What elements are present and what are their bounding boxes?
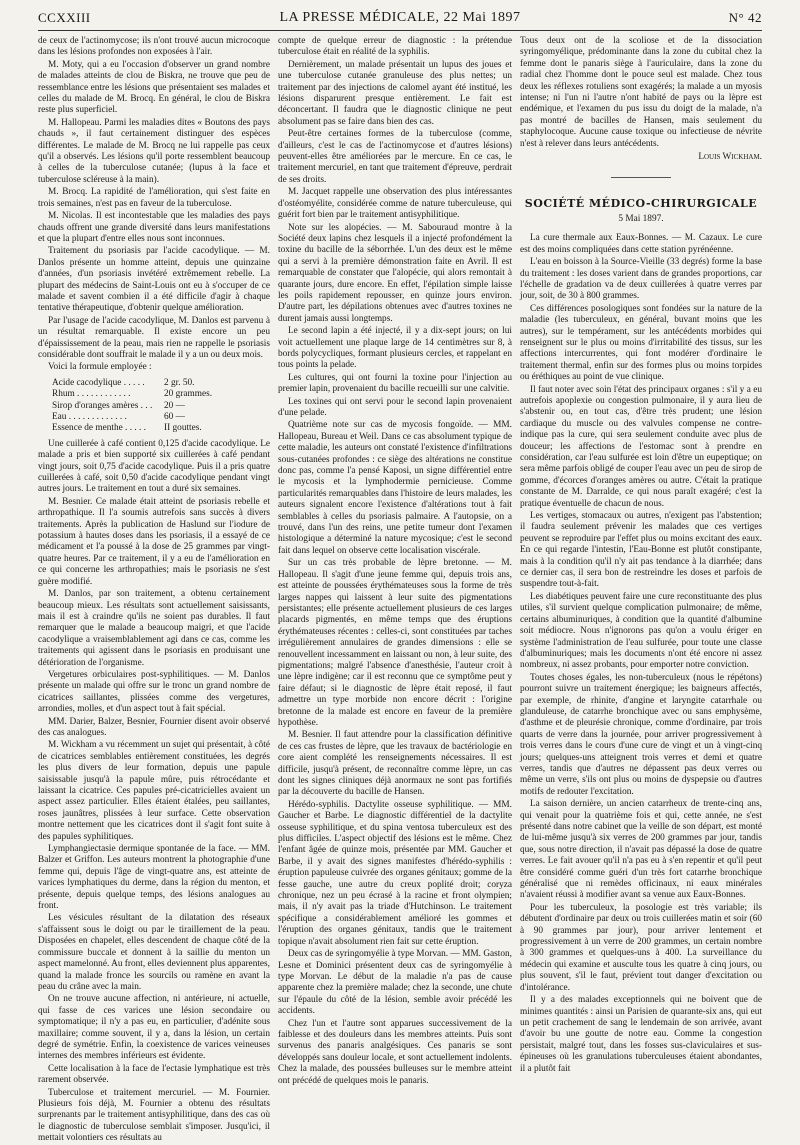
formula-item: Acide cacodylique . . . . . xyxy=(52,377,145,388)
formula-item: Sirop d'oranges amères . . . xyxy=(52,400,153,411)
article-lymphangiectasie: Lymphangiectasie dermique spontanée de la face. — MM. Balzer et Griffon. Les auteurs montrent la photographie d'une femme qui, depuis l'âge de vingt-quatre ans, est atteinte de varices lymphatiques du derme, dans la région du menton, et présente, depuis quelque temps, des lésions analogues au front. xyxy=(38,844,270,912)
paragraph: Ces différences posologiques sont fondées sur la nature de la maladie (les tuberculeux, en général, buvant moins que les autres), sur le tempérament, sur les antécédents morbides qui renseignent sur le plus ou moins d'irritabilité des tissus, sur les affections intercurrentes, qui font modérer d'ordinaire le traitement thermal, enfin sur des formes plus ou moins torpides ou éréthiques au point de vue clinique. xyxy=(520,303,762,383)
divider xyxy=(611,177,671,178)
paragraph: compte de quelque erreur de diagnostic : la prétendue tuberculose était en réalité de la syphilis. xyxy=(278,36,512,58)
paragraph: Les diabétiques peuvent faire une cure reconstituante des plus utiles, s'il survient quelque complication pulmonaire; de même, certains albuminuriques, à condition que la quantité d'albumine soit médiocre. Nous n'ignorons pas qu'on a voulu ériger en système l'administration de l'eau sulfurée, pour toute une classe d'albuminuriques; mais les documents n'ont été encore ni assez nombreux, ni assez probants, pour emporter notre conviction. xyxy=(520,591,762,671)
paragraph: Les cultures, qui ont fourni la toxine pour l'injection au premier lapin, provenaient du bacille recueilli sur une calvitie. xyxy=(278,372,512,395)
formula-item: Eau . . . . . . . . . . . . . xyxy=(52,412,127,422)
paragraph: Les vésicules résultant de la dilatation des réseaux s'affaissent sous le doigt ou par le tiraillement de la peau. Disposées en chapelet, elles descendent de chaque côté de la commissure buccale et donnent à la saillie du menton un aspect mamelonné. Au front, elles deviennent plus apparentes, quand la malade fronce les sourcils ou ramène en avant la peau du crâne avec la main. xyxy=(38,913,270,992)
article-alopecies: Note sur les alopécies. — M. Sabouraud montre à la Société deux lapins chez lesquels il a injecté profondément la toxine du bacille de la séborrhée. L'un des deux est le même qui a servi à la première démonstration faite en Avril. Il est remarquable de constater que l'alopécie, qui alors remontait à quarante jours, dure encore. En effet, l'épilation simple laisse les poils rapidement repousser, en quinze jours environ. D'autre part, les dépilations obtenues avec d'autres toxines ne durent jamais aussi longtemps. xyxy=(278,222,512,324)
section-heading: SOCIÉTÉ MÉDICO-CHIRURGICALE xyxy=(524,197,758,211)
paragraph: Tous deux ont de la scoliose et de la dissociation syringomyélique, prédominante dans la zone du cubital chez la femme dont le panaris siège à l'auriculaire, dans la zone du radial chez l'homme dont le pouce seul est malade. Chez tous deux les réflexes rotuliens sont exagérés; la malade a un myosis intense; ni l'un ni l'autre n'ont habité de pays ou la lèpre est endémique, et l'examen du pus issu du doigt de la malade, n'a pas montré de bacilles de Hansen, mais seulement du staphylocoque. Aucune cause toxique ou infectieuse de névrite n'est à relever dans leurs antécédents. xyxy=(520,36,762,149)
issue-number: N° 42 xyxy=(728,10,762,25)
paragraph: Dernièrement, un malade présentait un lupus des joues et une tuberculose cutanée granuleuse des plus nettes; un traitement par des injections de calomel ayant été institué, les lésions disparurent presque entièrement. Le fait est déconcertant. Il faudra que le diagnostic clinique ne peut absolument pas se faire dans bien des cas. xyxy=(278,59,512,127)
column-1 xyxy=(38,36,270,1144)
formula-row xyxy=(52,412,220,423)
paragraph: Peut-être certaines formes de la tuberculose (comme, d'ailleurs, c'est le cas de l'actinomycose et d'autres lésions) peuvent-elles être améliorées par le mercure. En ce cas, le traitement mercuriel, en tant que traitement d'épreuve, perdrait de ses droits. xyxy=(278,129,512,185)
paragraph: Le second lapin a été injecté, il y a dix-sept jours; on lui voit actuellement une plaque large de 14 centimètres sur 8, à bords polycycliques, formant plusieurs cercles, et rappelant en tous points la pelade. xyxy=(278,326,512,371)
paragraph: Toutes choses égales, les non-tuberculeux (nous le répétons) pourront suivre un traitement énergique; les baigneurs affectés, par exemple, de rhinite, d'angine et laryngite catarrhale ou glanduleuse, de catarrhe bronchique avec ou sans emphysème, d'asthme et de pleurésie chronique, comme d'ordinaire, par trois quarts de verre dans la journée, pour arriver progressivement à trois verres dans le cours d'une cure de vingt et un à vingt-cinq jours; quelques-uns atteignent trois verres et demi et quatre verres, tandis que d'autres ne dépassent pas deux verres ou même un verre, s'ils ont plus ou moins de dyspepsie ou d'autres motifs de redouter l'excitation. xyxy=(520,672,762,797)
prescription-formula xyxy=(52,378,270,435)
paragraph: M. Jacquet rappelle une observation des plus intéressantes d'ostéomyélite, considérée comme de nature tuberculeuse, qui guérit fort bien par le traitement antisyphilitique. xyxy=(278,187,512,221)
journal-title-date: LA PRESSE MÉDICALE, 22 Mai 1897 xyxy=(279,10,521,25)
paragraph: Une cuillerée à café contient 0,125 d'acide cacodylique. Le malade a pris et bien supporté six cuillerées à café pendant vingt jours, soit 0,75 d'acide cacodylique. Puis il a pris quatre cuillerées à café, soit 0,50 d'acide cacodylique pendant vingt autres jours. Le traitement en tout a duré six semaines. xyxy=(38,438,270,495)
article-syringomyelie: Deux cas de syringomyélie à type Morvan. — MM. Gaston, Lesne et Dominici présentent deux cas de syringomyélie à type Morvan. Le début de la maladie n'a pas de cause apparente chez la première malade; chez la seconde, une chute sur l'épaule du côté de la lésion, semble avoir précédé les accidents. xyxy=(278,949,512,1017)
column-3 xyxy=(520,36,762,1110)
paragraph: M. Nicolas. Il est incontestable que les maladies des pays chauds offrent une grande diversité dans leurs manifestations et que la plupart d'entre elles nous sont inconnues. xyxy=(38,211,270,244)
paragraph: L'eau en boisson à la Source-Vieille (33 degrés) forme la base du traitement : les doses varient dans de grandes proportions, car l'échelle de gradation va de deux cuillerées à quatre verres par jour, soit, de 30 à 800 grammes. xyxy=(520,257,762,302)
paragraph: MM. Darier, Balzer, Besnier, Fournier disent avoir observé des cas analogues. xyxy=(38,716,270,738)
paragraph: La saison dernière, un ancien catarrheux de trente-cinq ans, qui venait pour la quatrième fois et qui, cette année, ne s'est présenté dans notre cabinet que la veille de son départ, est monté de lui-même jusqu'à six verres de 200 grammes par jour, tandis que, sous notre direction, il n'avait pas dépassé la dose de quatre verres. Le fait avouer qu'il n'a pas eu à s'en repentir et qu'il peut être considéré comme guéri d'un très fort catarrhe bronchique généralisé que ni remèdes officinaux, ni eaux minérales n'avaient réussi à modifier avant sa venue aux Eaux-Bonnes. xyxy=(520,799,762,901)
article-heredo-syphilis: Hérédo-syphilis. Dactylite osseuse syphilitique. — MM. Gaucher et Barbe. Le diagnostic différentiel de la dactylite osseuse syphilitique, et du spina ventosa tuberculeux est des plus difficiles. L'aspect objectif des lésions est le même. Chez l'enfant âgée de quinze mois, présentée par MM. Gaucher et Barbe, il y avait des signes manifestes d'hérédo-syphilis : éruption papuleuse cuivrée des organes génitaux; gomme de la fesse gauche, une autre du creux poplité droit; coryza chronique, nez un peu écrasé à la racine et front olympien; mais, il n'y avait pas la triade d'Hutchinson. Le traitement spécifique a considérablement amélioré les gommes et l'éruption des organes génitaux, tandis que le traitement topique n'avait absolument rien fait sur cette éruption. xyxy=(278,799,512,947)
page-number: CCXXIII xyxy=(38,10,91,25)
paragraph: M. Danlos, par son traitement, a obtenu certainement beaucoup mieux. Les résultats sont actuellement saisissants, mais il est à craindre qu'ils ne soient pas durables. Il faut remarquer que le malade a beaucoup maigri, et que l'acide cacodylique a vraisemblablement agi dans ce cas, comme les traitements qui agissent dans le psoriasis en produisant une détérioration de l'organisme. xyxy=(38,589,270,668)
paragraph: M. Besnier. Il faut attendre pour la classification définitive de ces cas frustes de lèpre, que les travaux de bactériologie en core aient complété les renseignements nécessaires. Il est difficile, jusqu'à présent, de reconnaître comme lèpre, un cas dont les signes cliniques déjà anormaux ne sont pas fortifiés par la découverte du bacille de Hansen. xyxy=(278,730,512,798)
paragraph: Chez l'un et l'autre sont apparues successivement de la faiblesse et des douleurs dans les membres atteints. Puis sont survenus des panaris analgésiques. Ces panaris se sont développés sans douleur locale, et sont actuellement indolents. Chez la malade, des poussées bulleuses sur le membre atteint ont précédé de quelques mois le panaris. xyxy=(278,1018,512,1086)
page-header xyxy=(38,8,762,31)
section-date: 5 Mai 1897. xyxy=(618,213,664,224)
formula-row xyxy=(52,378,220,389)
paragraph: M. Hallopeau. Parmi les maladies dites « Boutons des pays chauds », il faut certainement distinguer des espèces différentes. Le malade de M. Brocq ne lui rappelle pas ceux qu'il a observés. Les lésions qu'il porte ressemblent beaucoup à celles de la tuberculose cutanée; (lupus à la face et tuberculose scléreuse à la main). xyxy=(38,117,270,185)
article-psoriasis: Traitement du psoriasis par l'acide cacodylique. — M. Danlos présente un homme atteint, depuis une quinzaine d'années, d'un psoriasis invétéré extrêmement rebelle. La plupart des médecins de Saint-Louis ont eu à s'occuper de ce malade et savent combien il a été difficile d'agir à chaque tentative thérapeutique, d'obtenir quelque amélioration. xyxy=(38,246,270,314)
paragraph: de ceux de l'actinomycose; ils n'ont trouvé aucun microcoque dans les lésions profondes non exposées à l'air. xyxy=(38,36,270,58)
article-tuberculose-mercuriel: Tuberculose et traitement mercuriel. — M. Fournier. Plusieurs fois déjà, M. Fournier a obtenu des résultats surprenants par le traitement antisyphilitique, dans des cas où le diagnostic de tuberculose semblait s'imposer. Jusqu'ici, il mettait volontiers ces résultats au xyxy=(38,1087,270,1144)
paragraph: Pour les tuberculeux, la posologie est très variable; ils débutent d'ordinaire par deux ou trois cuillerées matin et soir (60 à 90 grammes par jour), pour arriver lentement et progressivement à un verre de 200 grammes, un certain nombre à 300 grammes et quelques-uns à 400. La surveillance du médecin qui examine et ausculte tous les quatre à cinq jours, ou plus souvent, s'il le faut, prévient tout danger d'excitation ou d'intolérance. xyxy=(520,902,762,993)
paragraph: Il y a des malades exceptionnels qui ne boivent que de minimes quantités : ainsi un Parisien de quarante-six ans, qui eut un petit crachement de sang le lendemain de son arrivée, avant d'avoir bu une goutte de notre eau. Comme la congestion persistait, malgré tout, dans les fosses sus-claviculaires et sus-épineuses où les granulations tuberculeuses étaient abondantes, il a plutôt fait xyxy=(520,995,762,1074)
paragraph: M. Wickham a vu récemment un sujet qui présentait, à côté de cicatrices semblables entièrement constituées, les degrés les plus divers de leur formation, depuis une papule saisissable jusqu'à la papule mûre, puis rétrocédante et laissant la cicatrice. Ces papules pré-cicatricielles avaient un aspect assez particulier. Elles étaient étalées, peu saillantes, roses jaunâtres, plissées à leur surface. Cette observation montre nettement que les cicatrices dont il s'agit font suite à des papules syphilitiques. xyxy=(38,740,270,842)
formula-qty: 20 grammes. xyxy=(164,389,213,400)
paragraph: Les toxines qui ont servi pour le second lapin provenaient d'une pelade. xyxy=(278,396,512,418)
paragraph: M. Besnier. Ce malade était atteint de psoriasis rebelle et arthropathique. Il l'a soumis autrefois sans succès à divers traitements. Après la publication de Haslund sur l'iodure de potassium à hautes doses dans les psoriasis, il a essayé de ce médicament et l'a poussé à la dose de 25 grammes par vingt-quatre heures. Par ce traitement, il y a eu de l'amélioration en ce qui concerne les arthropathies; mais le psoriasis ne s'est guère modifié. xyxy=(38,496,270,587)
article-mycosis: Quatrième note sur cas de mycosis fongoïde. — MM. Hallopeau, Bureau et Weil. Dans ce cas absolument typique de cette maladie, les auteurs ont constaté l'existence d'infiltrations sous-cutanées profondes : ce siège des altérations ne constitue donc pas, comme l'a pensé Kaposi, un signe différentiel entre le mycosis et la lymphodermie pernicieuse. Comme particularités remarquables dans l'histoire de leurs malades, les auteurs signalent encore l'existence d'altérations tout à fait semblables à celles du psoriasis palmaire. A l'autopsie, on a trouvé, dans l'un des reins, une petite tumeur dont l'examen histologique a déterminé la nature mycosique; c'est le second fait dans lequel on observe cette localisation viscérale. xyxy=(278,420,513,556)
formula-item: Rhum . . . . . . . . . . . . xyxy=(52,389,131,400)
paragraph: M. Moty, qui a eu l'occasion d'observer un grand nombre de malades atteints de clou de Biskra, ne trouve que peu de ressemblance entre les lésions que présentaient ses malades et celles du malade de M. Brocq. En général, le clou de Biskra reste plus superficiel. xyxy=(38,59,270,116)
author-signature: Louis Wickham. xyxy=(698,152,762,163)
formula-qty: II gouttes. xyxy=(164,423,202,434)
article-vergetures: Vergetures orbiculaires post-syphilitiques. — M. Danlos présente un malade qui offre sur le tronc un grand nombre de cicatrices saillantes, plissées comme des vergetures, arrondies, molles, et d'un aspect tout à fait spécial. xyxy=(38,669,270,715)
column-2 xyxy=(278,36,512,1110)
article-lepre: Sur un cas très probable de lèpre bretonne. — M. Hallopeau. Il s'agit d'une jeune femme qui, depuis trois ans, est atteinte de poussées érythémateuses sous la forme de très larges nappes qui laissent à leur suite des pigmentations persistantes; elle présente actuellement plusieurs de ces larges placards pigmentés, en même temps que des éruptions érythémateuses récentes : celles-ci, sont constituées par taches irrégulièrement annulaires de grandes dimensions : elle se renouvellent incessamment en laissant ou non, à leur suite, des pigmentations; malgré l'absence d'anesthésie, l'auteur croit à une lèpre indigène; car il est reconnu que ce symptôme peut y faire défaut; si le diagnostic de lèpre était reposé, il faut admettre un type morbide non encore décrit : l'origine bretonne de la malade est encore en faveur de la première hypothèse. xyxy=(278,558,512,728)
formula-qty: 60 — xyxy=(164,412,185,422)
formula-qty: 2 gr. 50. xyxy=(164,377,195,388)
formula-row xyxy=(52,423,220,434)
paragraph: Par l'usage de l'acide cacodylique, M. Danlos est parvenu à un résultat remarquable. Il existe encore un peu d'épaississement de la peau, mais rien ne rappelle le psoriasis considérable dont souffrait le malade il y a un ou deux mois. xyxy=(38,315,270,360)
formula-row xyxy=(52,389,220,400)
paragraph: Cette localisation à la face de l'ectasie lymphatique est très rarement observée. xyxy=(38,1063,270,1086)
formula-qty: 20 — xyxy=(164,400,185,411)
paragraph: Il faut noter avec soin l'état des principaux organes : s'il y a eu autrefois apoplexie ou congestion pulmonaire, il y aura lieu de s'abstenir ou, en tout cas, d'être très prudent; une lésion cardiaque du muscle ou des valvules compense ne contre-indique pas la cure, qui sera seulement conduite avec plus de douceur; les affections de l'estomac sont à prendre en considération, car l'eau sulfurée est loin d'être un eupeptique; on sera même parfois obligé de couper l'eau avec un peu de sirop de gomme, d'écorces d'oranges amères ou autre. C'était la pratique constante de M. Darralde, ce qui nous paraît exagéré; c'est la pratique éventuelle de chacun de nous. xyxy=(520,384,762,509)
formula-item: Essence de menthe . . . . . xyxy=(52,423,146,434)
paragraph: M. Brocq. La rapidité de l'amélioration, qui s'est faite en trois semaines, n'est pas en faveur de la tuberculose. xyxy=(38,187,270,209)
paragraph: Voici la formule employée : xyxy=(48,362,152,373)
article-cure-thermale: La cure thermale aux Eaux-Bonnes. — M. Cazaux. Le cure est des moins compliquées dans cette station pyrénéenne. xyxy=(520,233,762,255)
paragraph: Les vertiges, stomacaux ou autres, n'exigent pas l'abstention; il faudra seulement prévenir les malades que ces vertiges peuvent se reproduire par l'effet plus ou moins excitant des eaux. En ce qui regarde l'intestin, l'Eau-Bonne est plutôt constipante, mais à la condition qu'il n'y ait pas tendance à la diarrhée; dans ce dernier cas, il sera bon de restreindre les doses et parfois de suspendre tout-à-fait. xyxy=(520,511,762,590)
paragraph: On ne trouve aucune affection, ni antérieure, ni actuelle, qui fasse de ces varices une lésion secondaire ou symptomatique; il n'y a pas eu, en particulier, d'adénite sous maxillaire; comme souvent, il y a, dans la lésion, un certain degré de symétrie. Enfin, la coexistence de varices veineuses internes des membres inférieurs est évidente. xyxy=(38,994,270,1062)
formula-row xyxy=(52,401,220,412)
